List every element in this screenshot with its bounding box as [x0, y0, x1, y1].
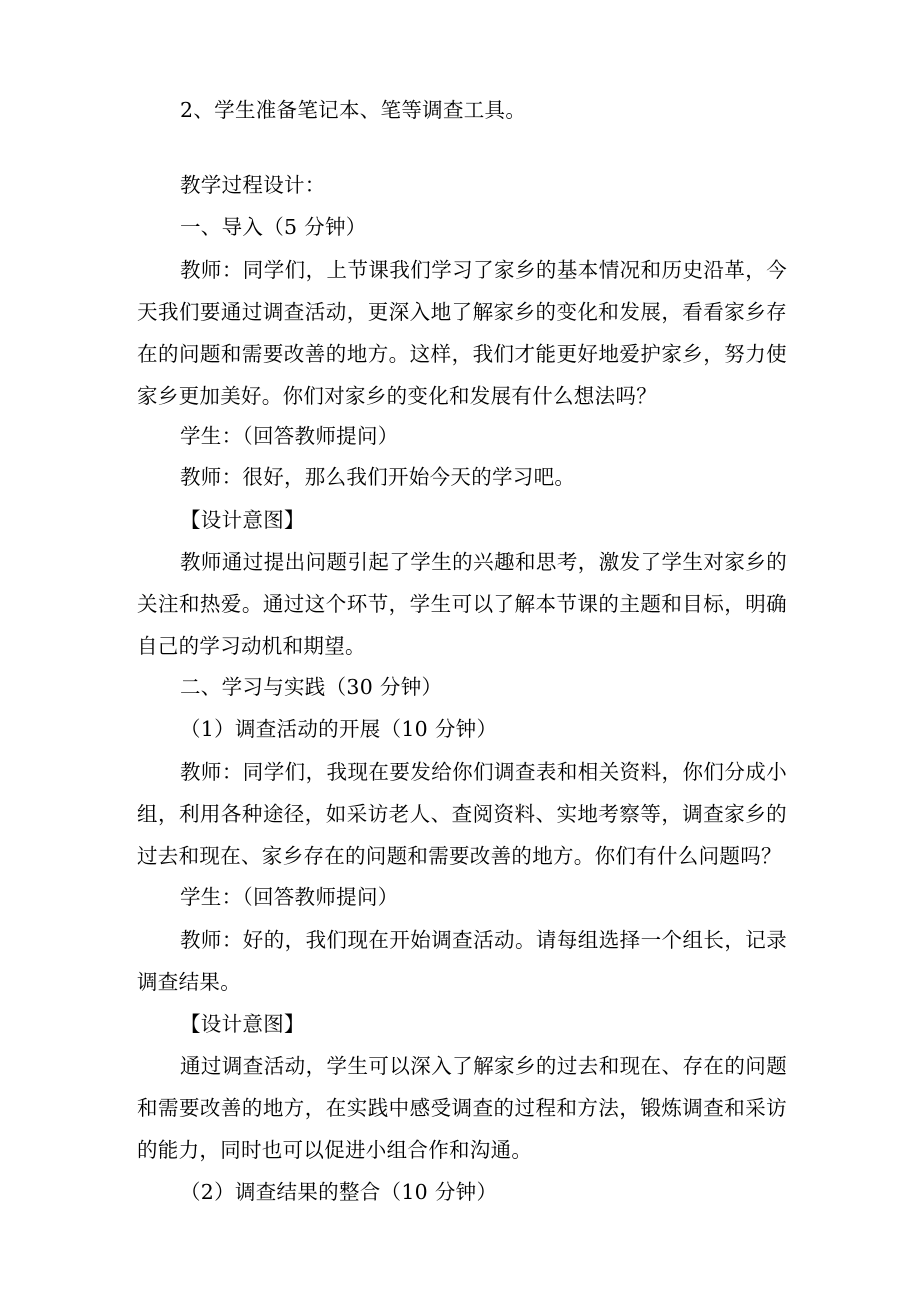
section-1-teacher-start: 教师：很好，那么我们开始今天的学习吧。 — [180, 465, 576, 489]
design-intent-text-1: 教师通过提出问题引起了学生的兴趣和思考，激发了学生对家乡的关注和热爱。通过这个环节，学生可以了解本节课的主题和目标，明确自己的学习动机和期望。 — [137, 550, 787, 658]
section-1-teacher-intro: 教师：同学们，上节课我们学习了家乡的基本情况和历史沿革，今天我们要通过调查活动，更深入地了解家乡的变化和发展，看看家乡存在的问题和需要改善的地方。这样，我们才能更好地爱护家乡，努力使家乡更加美好。你们对家乡的变化和发展有什么想法吗？ — [137, 258, 787, 408]
process-heading: 教学过程设计： — [180, 173, 326, 197]
section-2-heading: 二、学习与实践（30 分钟） — [180, 675, 443, 699]
subsection-1-teacher-instructions: 教师：同学们，我现在要发给你们调查表和相关资料，你们分成小组，利用各种途径，如采访老人、查阅资料、实地考察等，调查家乡的过去和现在、家乡存在的问题和需要改善的地方。你们有什么问题吗？ — [137, 760, 787, 868]
subsection-1-heading: （1）调查活动的开展（10 分钟） — [180, 717, 498, 741]
design-intent-label-2: 【设计意图】 — [180, 1012, 305, 1036]
subsection-2-heading: （2）调查结果的整合（10 分钟） — [180, 1180, 498, 1204]
subsection-1-teacher-start: 教师：好的，我们现在开始调查活动。请每组选择一个组长，记录调查结果。 — [137, 928, 787, 994]
prep-item-2: 2、学生准备笔记本、笔等调查工具。 — [180, 98, 527, 122]
design-intent-label-1: 【设计意图】 — [180, 508, 305, 532]
section-1-student-reply: 学生：（回答教师提问） — [180, 424, 399, 448]
design-intent-text-2: 通过调查活动，学生可以深入了解家乡的过去和现在、存在的问题和需要改善的地方，在实践中感受调查的过程和方法，锻炼调查和采访的能力，同时也可以促进小组合作和沟通。 — [137, 1054, 787, 1162]
section-1-heading: 一、导入（5 分钟） — [180, 215, 367, 239]
subsection-1-student-reply: 学生：（回答教师提问） — [180, 885, 399, 909]
